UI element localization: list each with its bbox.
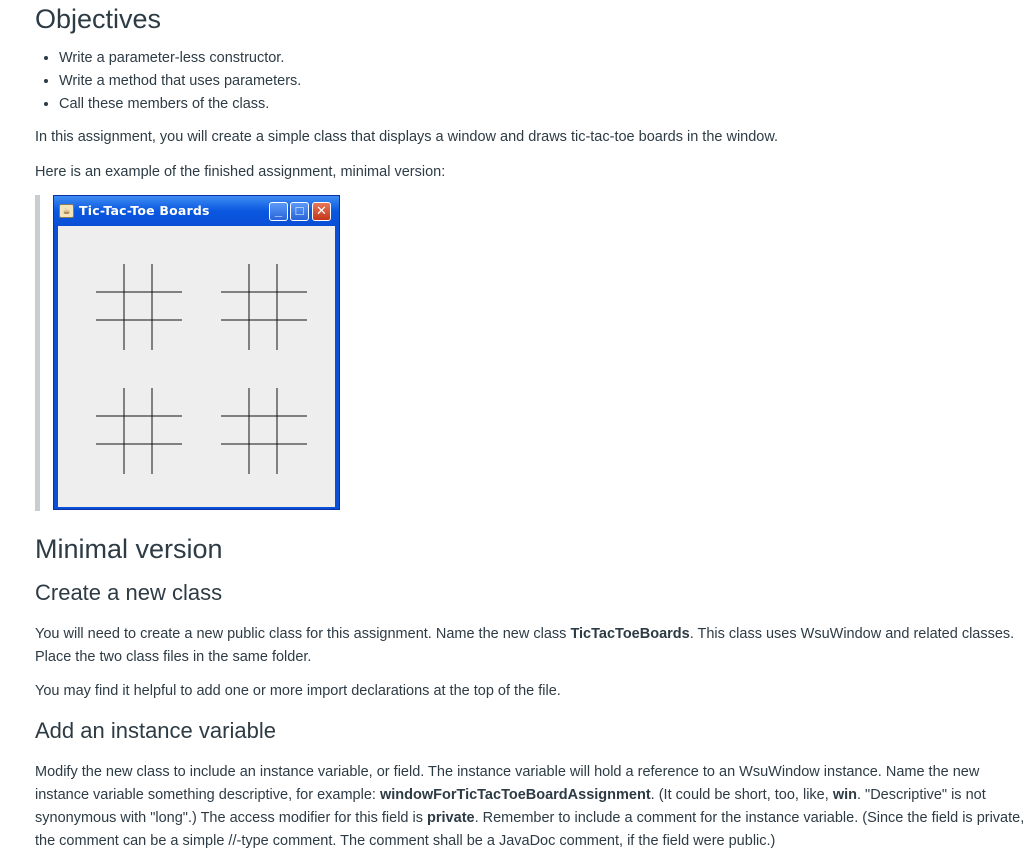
private-keyword-bold: private <box>427 810 475 826</box>
example-intro-paragraph: Here is an example of the finished assignment, minimal version: <box>35 164 446 180</box>
class-name-bold: TicTacToeBoards <box>570 626 690 642</box>
create-class-paragraph <box>35 623 1015 669</box>
minimal-version-heading: Minimal version <box>35 534 223 564</box>
instance-variable-paragraph <box>35 761 1024 853</box>
blockquote-bar <box>35 195 40 511</box>
text-span: . (It could be short, too, like, <box>650 787 833 803</box>
intro-paragraph: In this assignment, you will create a simple class that displays a window and draws tic-tac-toe boards in the window. <box>35 129 779 145</box>
minimize-icon: _ <box>269 202 288 221</box>
text-span: . This class uses WsuWindow and related classes. Place the two class files in the same folder. <box>35 626 1015 665</box>
java-app-icon: ☕ <box>59 204 74 218</box>
list-item: • Write a method that uses parameters. <box>59 71 301 94</box>
variable-name-bold: windowForTicTacToeBoardAssignment <box>379 787 651 803</box>
maximize-icon: □ <box>290 202 309 221</box>
tic-tac-toe-boards <box>58 226 335 507</box>
create-class-heading: Create a new class <box>35 580 223 605</box>
list-item: • Write a parameter-less constructor. <box>59 48 301 71</box>
example-window-image <box>53 195 340 510</box>
list-item: • Call these members of the class. <box>59 94 301 117</box>
text-span: Modify the new class to include an instance variable, or field. The instance variable will hold a reference to an WsuWindow instance. Name the new instance variable something descriptive, for example: <box>35 764 980 803</box>
import-paragraph: You may find it helpful to add one or more import declarations at the top of the file. <box>35 683 561 699</box>
close-icon: ✕ <box>312 202 331 221</box>
instance-variable-heading: Add an instance variable <box>35 718 276 743</box>
short-name-bold: win <box>832 787 857 803</box>
window-titlebar <box>54 196 339 226</box>
objectives-list <box>35 48 301 117</box>
text-span: . Remember to include a comment for the instance variable. (Since the field is private, the comment can be a simple //-type comment. The comment shall be a JavaDoc comment, if the field were public.) <box>35 810 1024 849</box>
window-canvas <box>58 226 335 507</box>
text-span: You will need to create a new public class for this assignment. Name the new class <box>35 626 571 642</box>
objectives-heading: Objectives <box>35 4 162 34</box>
text-span: . "Descriptive" is not synonymous with "long".) The access modifier for this field is <box>35 787 986 826</box>
window-title: Tic-Tac-Toe Boards <box>79 203 210 218</box>
